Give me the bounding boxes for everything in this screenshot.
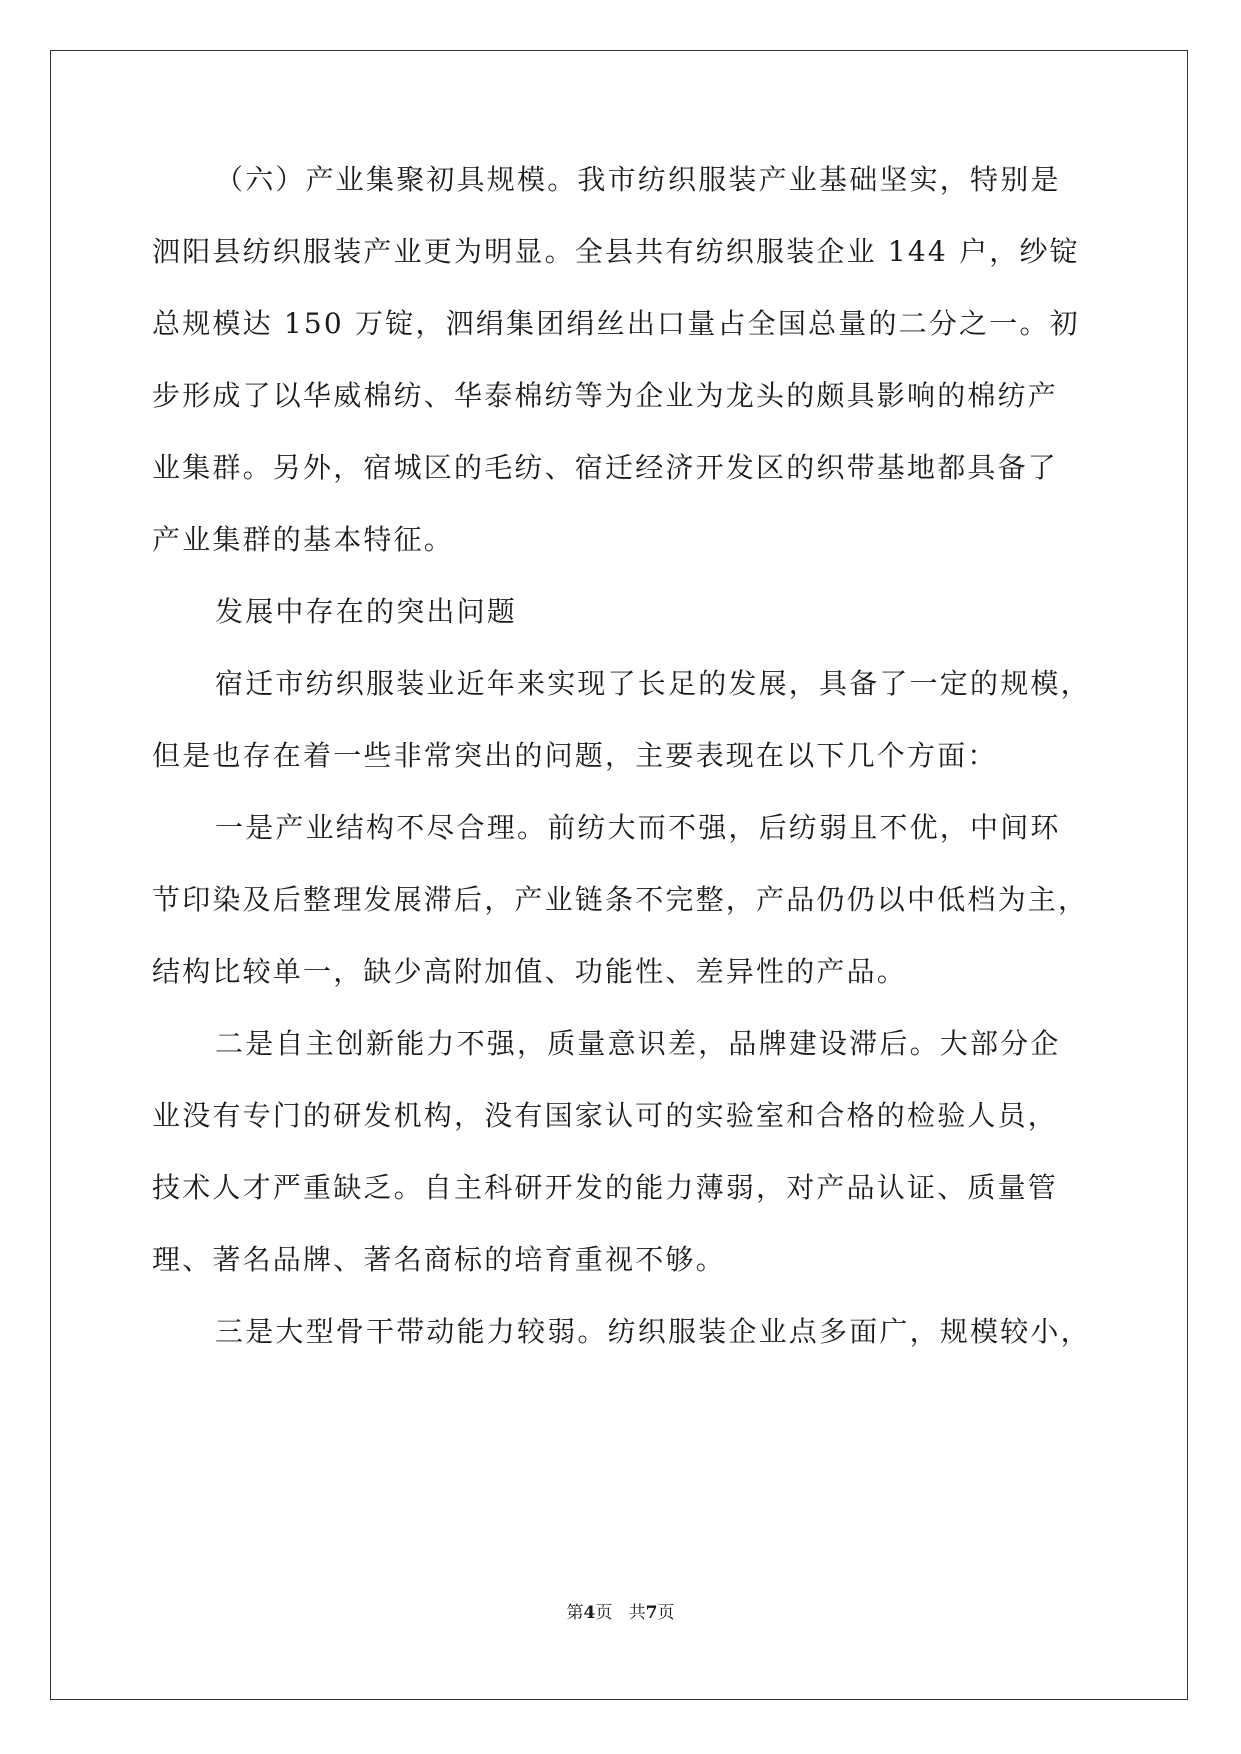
page-border xyxy=(50,50,1188,1700)
paragraph-line: （六）产业集聚初具规模。我市纺织服装产业基础坚实，特别是 xyxy=(215,163,1061,196)
paragraph-line: 节印染及后整理发展滞后，产业链条不完整，产品仍仍以中低档为主， xyxy=(152,883,1089,916)
page-prefix: 第 xyxy=(566,1603,584,1623)
paragraph-line: 业没有专门的研发机构，没有国家认可的实验室和合格的检验人员， xyxy=(152,1099,1059,1132)
paragraph-line: 泗阳县纺织服装产业更为明显。全县共有纺织服装企业 144 户，纱锭 xyxy=(152,235,1080,268)
section-heading: 发展中存在的突出问题 xyxy=(215,595,518,628)
total-suffix: 页 xyxy=(657,1603,675,1623)
total-pages: 7 xyxy=(645,1603,658,1623)
paragraph-line: 但是也存在着一些非常突出的问题，主要表现在以下几个方面： xyxy=(152,739,998,772)
paragraph-line: 结构比较单一，缺少高附加值、功能性、差异性的产品。 xyxy=(152,955,908,988)
paragraph-line: 一是产业结构不尽合理。前纺大而不强，后纺弱且不优，中间环 xyxy=(215,811,1061,844)
page-footer xyxy=(0,1601,1241,1625)
paragraph-line: 宿迁市纺织服装业近年来实现了长足的发展，具备了一定的规模， xyxy=(215,667,1091,700)
paragraph-line: 总规模达 150 万锭，泗绢集团绢丝出口量占全国总量的二分之一。初 xyxy=(152,307,1080,340)
total-prefix: 共 xyxy=(628,1603,646,1623)
paragraph-line: 三是大型骨干带动能力较弱。纺织服装企业点多面广，规模较小， xyxy=(215,1315,1091,1348)
page-suffix: 页 xyxy=(595,1603,613,1623)
page-number: 4 xyxy=(583,1603,596,1623)
paragraph-line: 产业集群的基本特征。 xyxy=(152,523,455,556)
paragraph-line: 步形成了以华威棉纺、华泰棉纺等为企业为龙头的颇具影响的棉纺产 xyxy=(152,379,1059,412)
paragraph-line: 理、著名品牌、著名商标的培育重视不够。 xyxy=(152,1243,726,1276)
paragraph-line: 业集群。另外，宿城区的毛纺、宿迁经济开发区的织带基地都具备了 xyxy=(152,451,1059,484)
paragraph-line: 技术人才严重缺乏。自主科研开发的能力薄弱，对产品认证、质量管 xyxy=(152,1171,1059,1204)
paragraph-line: 二是自主创新能力不强，质量意识差，品牌建设滞后。大部分企 xyxy=(215,1027,1061,1060)
